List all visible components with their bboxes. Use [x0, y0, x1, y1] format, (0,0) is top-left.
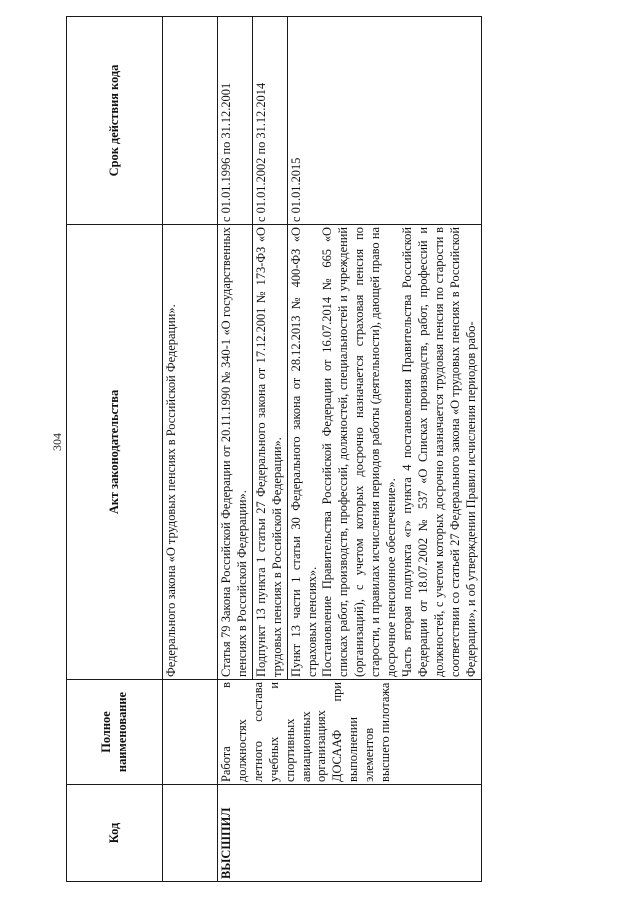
- validity-cell: с 01.01.2002 по 31.12.2014: [252, 17, 287, 225]
- act-text: Федерального закона «О трудовых пенсиях в Российской Федерации».: [163, 225, 218, 680]
- header-act: Акт законодательства: [67, 225, 163, 680]
- codes-table: [66, 16, 482, 882]
- code-cell: ВЫСШПИЛ: [218, 785, 482, 882]
- table-row: [218, 17, 253, 882]
- act-paragraph: Часть вторая подпункта «г» пункта 4 постановления Правительства Российской Федерации от 18.07.2002 № 537 «О Списках производств, работ, профессий и должностей, с учетом которых досрочно назначается трудовая пенсия по старости в соответствии со статьей 27 Федерального закона «О трудовых пенсиях в Российской Федерации», и об утверждении Правил исчисления периодов рабо-: [399, 227, 478, 677]
- document-page: [66, 17, 578, 882]
- validity-cell: с 01.01.2015: [287, 17, 481, 225]
- act-paragraph: Постановление Правительства Российской Федерации от 16.07.2014 № 665 «О списках работ, производств, профессий, должностей, специальностей и учреждений (организаций), с учетом которых досрочно назначается страховая пенсия по старости, и правилах исчисления периодов работы (деятельности), дающей право на досрочное пенсионное обеспечение».: [320, 227, 399, 677]
- header-validity: Срок действия кода: [67, 17, 163, 225]
- full-name-cell: Работа в должностях летного состава учебных и спортивных авиационных организациях ДОСААФ при выполнении элементов высшего пилотажа: [218, 680, 482, 785]
- act-paragraph: Пункт 13 части 1 статьи 30 Федерального закона от 28.12.2013 № 400-ФЗ «О страховых пенсиях».: [288, 227, 319, 677]
- table-row: [163, 17, 218, 882]
- table-header-row: [67, 17, 163, 882]
- header-full-name: Полное наименование: [67, 680, 163, 785]
- validity-cell: с 01.01.1996 по 31.12.2001: [218, 17, 253, 225]
- act-text: [287, 225, 481, 680]
- act-text: Подпункт 13 пункта 1 статьи 27 Федерального закона от 17.12.2001 № 173-ФЗ «О трудовых пенсиях в Российской Федерации».: [252, 225, 287, 680]
- act-text: Статья 79 Закона Российской Федерации от 20.11.1990 № 340-1 «О государственных пенсиях в Российской Федерации».: [218, 225, 253, 680]
- header-code: Код: [67, 785, 163, 882]
- page-number: 304: [50, 433, 64, 451]
